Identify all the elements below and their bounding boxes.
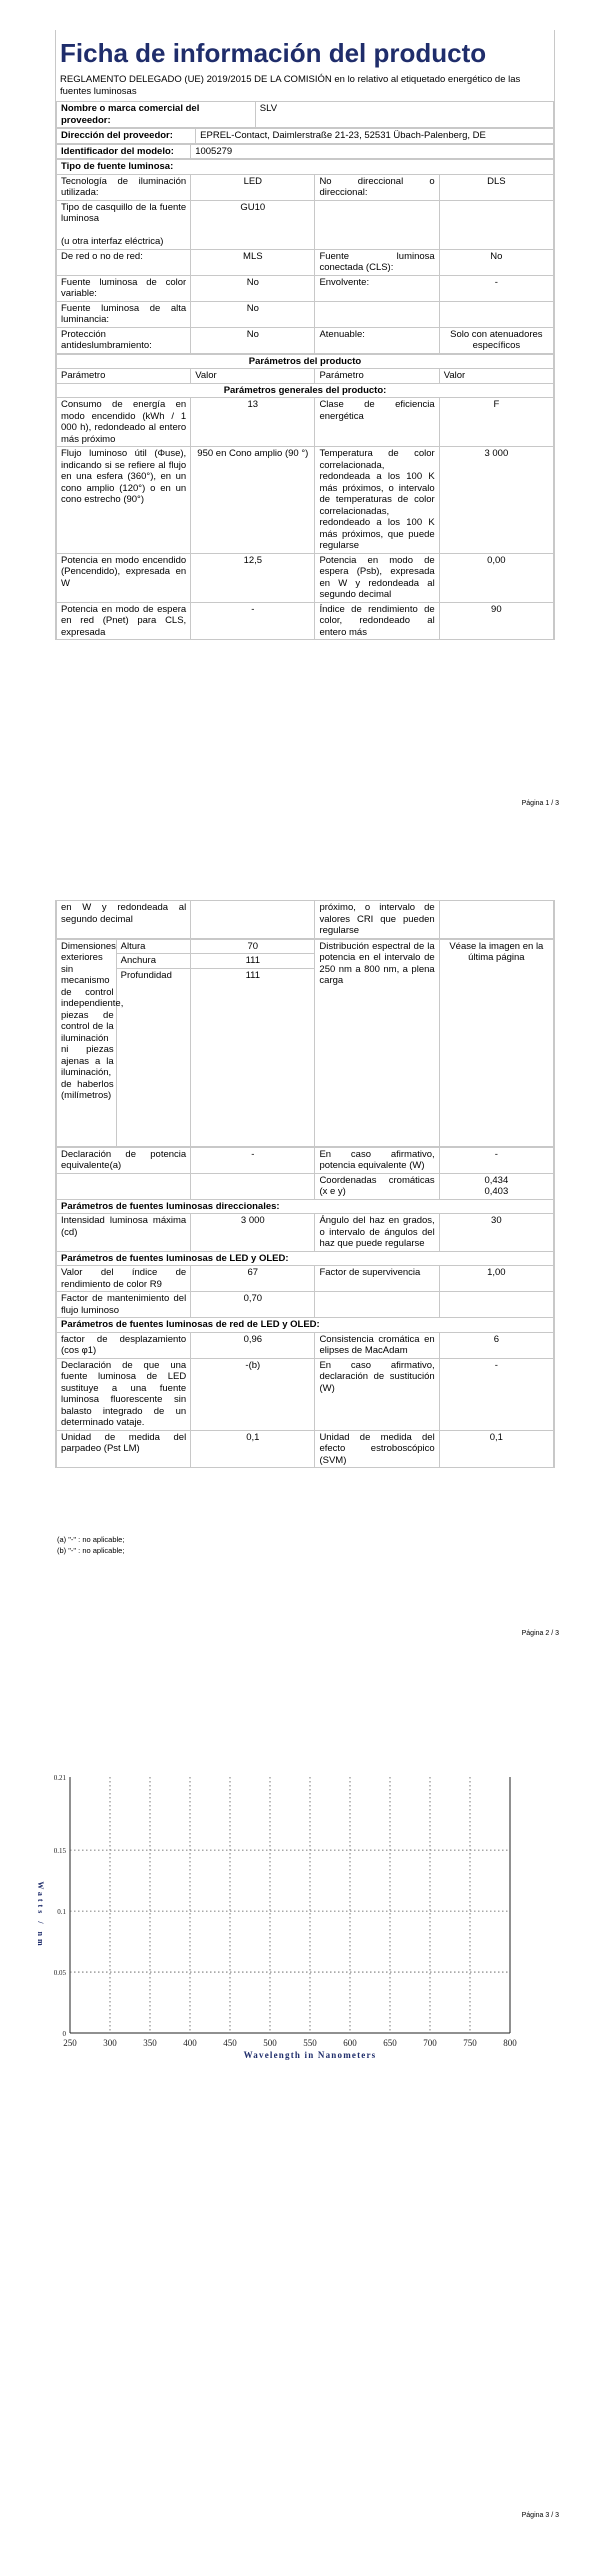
row-label: Potencia en modo de espera (Psb), expresada en W y redondeada al segundo decimal — [315, 553, 439, 602]
table-row — [57, 1358, 554, 1430]
col-header-value: Valor — [439, 369, 553, 384]
y-tick-label: 0 — [62, 2030, 66, 2038]
row-value: 13 — [191, 398, 315, 447]
row-label: No direccional o direccional: — [315, 174, 439, 200]
mains-header: Parámetros de fuentes luminosas de red de LED y OLED: — [57, 1318, 554, 1333]
continued-table — [56, 900, 554, 939]
row-value: - — [439, 1147, 553, 1173]
table-row — [57, 901, 554, 939]
row-value: 950 en Cono amplio (90 °) — [191, 447, 315, 554]
table-row — [57, 1173, 554, 1199]
row-label — [57, 200, 191, 249]
y-tick-label: 0.1 — [57, 1908, 66, 1917]
row-value: No — [191, 275, 315, 301]
row-label: en W y redondeada al segundo decimal — [57, 901, 191, 939]
directional-header: Parámetros de fuentes luminosas direccionales: — [57, 1199, 554, 1214]
x-tick-label: 450 — [223, 2038, 237, 2048]
x-tick-label: 350 — [143, 2038, 157, 2048]
row-value: 0,70 — [191, 1292, 315, 1318]
row-value: GU10 — [191, 200, 315, 249]
page-number: Página 3 / 3 — [521, 2512, 559, 2519]
row-value: 12,5 — [191, 553, 315, 602]
row-label — [315, 200, 439, 249]
row-label — [57, 1173, 191, 1199]
dim-key: Altura — [116, 939, 191, 954]
row-value: 67 — [191, 1266, 315, 1292]
row-label: En caso afirmativo, declaración de sustitución (W) — [315, 1358, 439, 1430]
footnote-b: (b) "-" : no aplicable; — [57, 1546, 125, 1555]
row-value: 0,1 — [191, 1430, 315, 1468]
row-value — [439, 200, 553, 249]
row-value: 0,1 — [439, 1430, 553, 1468]
dims-table — [56, 939, 554, 1147]
x-tick-label: 700 — [423, 2038, 437, 2048]
x-tick-label: 750 — [463, 2038, 477, 2048]
table-row — [57, 602, 554, 640]
table-row — [57, 447, 554, 554]
dims-label: Dimensiones exteriores sin mecanismo de control independiente, piezas de control de la iluminación ni piezas ajenas a la iluminación, de haberlos (milímetros) — [57, 939, 117, 1146]
supplier-label: Nombre o marca comercial del proveedor: — [57, 102, 256, 128]
row-value — [191, 1173, 315, 1199]
row-label: Intensidad luminosa máxima (cd) — [57, 1214, 191, 1252]
address-table — [56, 128, 554, 144]
row-label: Envolvente: — [315, 275, 439, 301]
page-number: Página 1 / 3 — [521, 800, 559, 807]
table-row — [57, 301, 554, 327]
row-value — [439, 901, 553, 939]
table-row — [57, 1292, 554, 1318]
row-label: Temperatura de color correlacionada, redondeada a los 100 K más próximos, o intervalo de temperaturas de color correlacionadas, redondeado a los 100 K más próximos, que puede regularse — [315, 447, 439, 554]
table-row — [57, 327, 554, 353]
row-label: Factor de mantenimiento del flujo luminoso — [57, 1292, 191, 1318]
product-sheet-frame-continued — [55, 900, 555, 1468]
row-value: DLS — [439, 174, 553, 200]
params-header: Parámetros del producto — [57, 354, 554, 369]
row-value: No — [191, 301, 315, 327]
address-label: Dirección del proveedor: — [57, 129, 196, 144]
footnote-a: (a) "-" : no aplicable; — [57, 1535, 125, 1544]
page-1 — [0, 0, 603, 840]
x-axis-label: Wavelength in Nanometers — [243, 2050, 377, 2060]
row-label-text: Tipo de casquillo de la fuente luminosa — [61, 201, 187, 224]
y-axis-label: Watts / nm — [36, 1881, 45, 1949]
row-label: próximo, o intervalo de valores CRI que pueden regularse — [315, 901, 439, 939]
row-value: - — [439, 275, 553, 301]
table-row — [57, 1430, 554, 1468]
general-params-header: Parámetros generales del producto: — [57, 383, 554, 398]
address-value: EPREL-Contact, Daimlerstraße 21-23, 52531 Übach-Palenberg, DE — [196, 129, 554, 144]
table-row — [57, 553, 554, 602]
page-number: Página 2 / 3 — [521, 1630, 559, 1637]
table-row — [57, 200, 554, 249]
row-value: 1,00 — [439, 1266, 553, 1292]
supplier-value: SLV — [255, 102, 553, 128]
x-tick-label: 650 — [383, 2038, 397, 2048]
row-value: -(b) — [191, 1358, 315, 1430]
row-value: 3 000 — [439, 447, 553, 554]
table-row — [57, 249, 554, 275]
page-3 — [0, 1680, 603, 2560]
led-header: Parámetros de fuentes luminosas de LED y OLED: — [57, 1251, 554, 1266]
row-label — [315, 301, 439, 327]
y-tick-label: 0.21 — [53, 1774, 66, 1782]
table-row — [57, 398, 554, 447]
spectral-power-chart — [30, 1765, 540, 2065]
row-value: 0,434 0,403 — [439, 1173, 553, 1199]
x-tick-label: 500 — [263, 2038, 277, 2048]
row-value: LED — [191, 174, 315, 200]
table-row — [57, 174, 554, 200]
type-table — [56, 159, 554, 354]
row-label: Ángulo del haz en grados, o intervalo de ángulos del haz que puede regularse — [315, 1214, 439, 1252]
dim-value: 111 — [191, 954, 315, 969]
row-label — [315, 1292, 439, 1318]
dim-key: Anchura — [116, 954, 191, 969]
source-type-label: Tipo de fuente luminosa: — [57, 160, 554, 175]
row-label: factor de desplazamiento (cos φ1) — [57, 1332, 191, 1358]
table-row — [57, 939, 554, 954]
spectral-chart — [30, 1765, 540, 2065]
table-row — [57, 1332, 554, 1358]
x-tick-labels — [63, 2038, 517, 2048]
regulation-text: REGLAMENTO DELEGADO (UE) 2019/2015 DE LA COMISIÓN en lo relativo al etiquetado energético de las fuentes luminosas — [60, 74, 521, 97]
row-value: F — [439, 398, 553, 447]
row-value: 6 — [439, 1332, 553, 1358]
row-value: 0,00 — [439, 553, 553, 602]
y-tick-label: 0.15 — [53, 1847, 66, 1856]
x-tick-label: 300 — [103, 2038, 117, 2048]
row-label-subtext: (u otra interfaz eléctrica) — [61, 236, 164, 247]
row-label: Valor del índice de rendimiento de color R9 — [57, 1266, 191, 1292]
row-label: De red o no de red: — [57, 249, 191, 275]
row-value — [439, 301, 553, 327]
model-table — [56, 144, 554, 160]
row-label: Tecnología de iluminación utilizada: — [57, 174, 191, 200]
model-value: 1005279 — [191, 144, 554, 159]
x-tick-label: 550 — [303, 2038, 317, 2048]
row-label: Fuente luminosa conectada (CLS): — [315, 249, 439, 275]
footnotes — [57, 1530, 124, 1556]
row-label: Consumo de energía en modo encendido (kWh / 1 000 h), redondeado al entero más próximo — [57, 398, 191, 447]
supplier-table — [56, 101, 554, 128]
x-tick-label: 250 — [63, 2038, 77, 2048]
page-2 — [0, 840, 603, 1680]
col-header-value: Valor — [191, 369, 315, 384]
row-value: No — [191, 327, 315, 353]
y-tick-labels — [54, 1774, 67, 2038]
row-value: - — [191, 1147, 315, 1173]
row-label: Declaración de que una fuente luminosa de LED sustituye a una fuente luminosa fluorescente sin balasto integrado de un determinado vataje. — [57, 1358, 191, 1430]
row-label: Protección antideslumbramiento: — [57, 327, 191, 353]
row-label: Unidad de medida del parpadeo (Pst LM) — [57, 1430, 191, 1468]
row-label: Atenuable: — [315, 327, 439, 353]
row-value — [439, 1292, 553, 1318]
model-label: Identificador del modelo: — [57, 144, 191, 159]
table-row — [57, 275, 554, 301]
row-label: Fuente luminosa de alta luminancia: — [57, 301, 191, 327]
row-value: - — [191, 602, 315, 640]
row-label: Coordenadas cromáticas (x e y) — [315, 1173, 439, 1199]
spectral-label: Distribución espectral de la potencia en el intervalo de 250 nm a 800 nm, a plena carga — [315, 939, 439, 1146]
col-header-param: Parámetro — [315, 369, 439, 384]
dim-key: Profundidad — [116, 968, 191, 1146]
x-tick-label: 800 — [503, 2038, 517, 2048]
col-header-param: Parámetro — [57, 369, 191, 384]
x-tick-label: 600 — [343, 2038, 357, 2048]
y-tick-label: 0.05 — [53, 1969, 66, 1978]
row-label: Potencia en modo de espera en red (Pnet) para CLS, expresada — [57, 602, 191, 640]
row-label: Unidad de medida del efecto estroboscópico (SVM) — [315, 1430, 439, 1468]
row-label: Potencia en modo encendido (Pencendido), expresada en W — [57, 553, 191, 602]
row-label: Índice de rendimiento de color, redondeado al entero más — [315, 602, 439, 640]
row-value: 0,96 — [191, 1332, 315, 1358]
row-value: No — [439, 249, 553, 275]
row-label: Fuente luminosa de color variable: — [57, 275, 191, 301]
row-label: Factor de supervivencia — [315, 1266, 439, 1292]
chart-grid — [70, 1777, 510, 2033]
table-row — [57, 1266, 554, 1292]
row-value: 3 000 — [191, 1214, 315, 1252]
spectral-value: Véase la imagen en la última página — [439, 939, 553, 1146]
row-value: - — [439, 1358, 553, 1430]
row-value: MLS — [191, 249, 315, 275]
row-value: Solo con atenuadores específicos — [439, 327, 553, 353]
row-label: Clase de eficiencia energética — [315, 398, 439, 447]
row-label: En caso afirmativo, potencia equivalente (W) — [315, 1147, 439, 1173]
row-label: Declaración de potencia equivalente(a) — [57, 1147, 191, 1173]
row-label: Consistencia cromática en elipses de MacAdam — [315, 1332, 439, 1358]
document-title: Ficha de información del producto — [60, 38, 487, 68]
x-tick-label: 400 — [183, 2038, 197, 2048]
row-value: 90 — [439, 602, 553, 640]
table-row — [57, 1214, 554, 1252]
table-row — [57, 1147, 554, 1173]
dim-value: 70 — [191, 939, 315, 954]
product-sheet-frame — [55, 30, 555, 640]
row-value: 30 — [439, 1214, 553, 1252]
row-label: Flujo luminoso útil (Φuse), indicando si se refiere al flujo en una esfera (360°), en un cono amplio (120°) o en un cono estrecho (90°) — [57, 447, 191, 554]
equiv-table — [56, 1147, 554, 1469]
row-value — [191, 901, 315, 939]
params-table — [56, 354, 554, 641]
dim-value: 111 — [191, 968, 315, 1146]
